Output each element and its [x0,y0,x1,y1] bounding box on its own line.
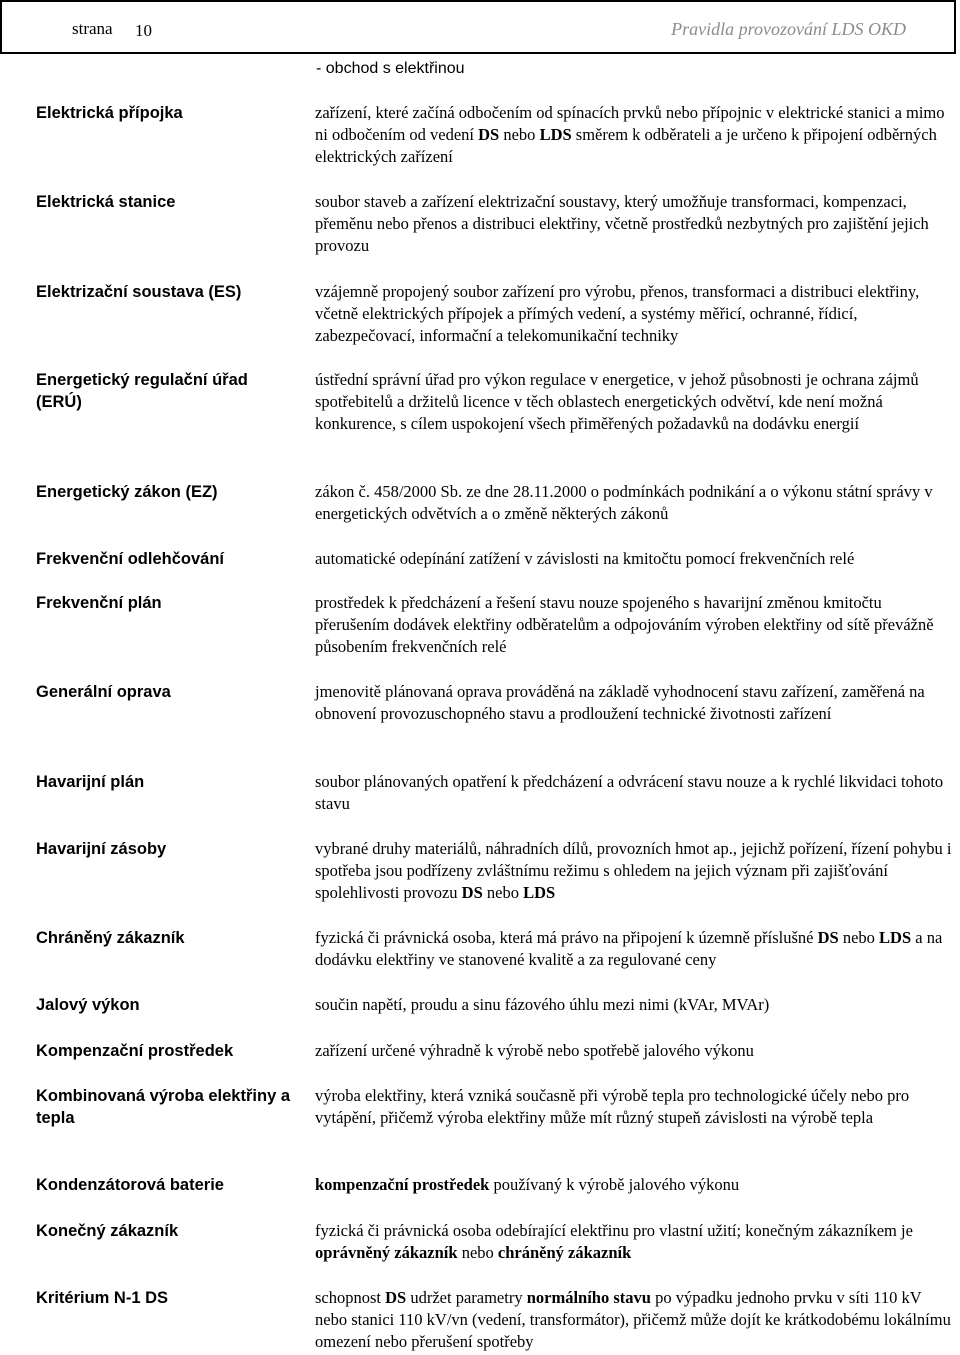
definition-kriterium-n1-ds: schopnost DS udržet parametry normálního stavu po výpadku jednoho prvku v síti 110 kV nebo stanici 110 kV/vn (vedení, transformátor), přičemž může dojít ke krátkodobému lokálnímu omezení nebo přerušení spotřeby [315,1288,951,1351]
term-frekvencni-odlehcovani: Frekvenční odlehčování [36,550,224,568]
term-havarijni-plan: Havarijní plán [36,773,145,791]
definition-konecny-zakaznik: fyzická či právnická osoba odebírající elektřinu pro vlastní užití; konečným zákazníkem je oprávněný zákazník nebo chráněný zákazník [315,1221,913,1262]
definition-kombinovana-vyroba: výroba elektřiny, která vzniká současně při výrobě tepla pro technologické účely nebo pro vytápění, přičemž výroba elektřiny může mít různý stupeň závislosti na výrobě tepla [315,1086,910,1127]
term-elektrizacni-soustava: Elektrizační soustava (ES) [36,283,242,301]
term-energeticky-regulacni-urad: Energetický regulační úřad (ERÚ) [36,371,248,411]
definition-chraneny-zakaznik: fyzická či právnická osoba, která má právo na připojení k územně příslušné DS nebo LDS a na dodávku elektřiny ve stanovené kvalitě a za regulované ceny [315,928,943,969]
definition-elektricka-stanice: soubor staveb a zařízení elektrizační soustavy, který umožňuje transformaci, kompenzaci, přeměnu nebo přenos a distribuci elektřiny, včetně prostředků nezbytných pro zajištění jejich provozu [315,192,929,255]
definition-energeticky-zakon: zákon č. 458/2000 Sb. ze dne 28.11.2000 o podmínkách podnikání a o výkonu státní správy v energetických odvětvích a o změně některých zákonů [315,482,933,523]
definition-frekvencni-plan: prostředek k předcházení a řešení stavu nouze spojeného s havarijní změnou kmitočtu přerušením dodávek elektřiny odběratelům a odpojováním výroben elektřiny od sítě převážně působením frekvenčních relé [315,593,934,656]
definition-generalni-oprava: jmenovitě plánovaná oprava prováděná na základě vyhodnocení stavu zařízení, zaměřená na obnovení provozuschopného stavu a prodloužení technické životnosti zařízení [315,682,925,723]
definition-havarijni-zasoby: vybrané druhy materiálů, náhradních dílů, provozních hmot ap., jejichž pořízení, řízení pohybu i spotřeba jsou podřízeny zvláštnímu režimu s ohledem na jejich význam při zajišťování spolehlivosti provozu DS nebo LDS [315,839,952,902]
definition-energeticky-regulacni-urad: ústřední správní úřad pro výkon regulace v energetice, v jehož působnosti je ochrana zájmů spotřebitelů a držitelů licence v těch oblastech energetických odvětví, kde není možná konkurence, s cílem uspokojení všech přiměřených požadavků na dodávku energií [315,370,919,433]
definition-jalovy-vykon: součin napětí, proudu a sinu fázového úhlu mezi nimi (kVAr, MVAr) [315,995,770,1014]
term-frekvencni-plan: Frekvenční plán [36,594,162,612]
definition-kompenzacni-prostredek: zařízení určené výhradně k výrobě nebo spotřebě jalového výkonu [315,1041,754,1060]
term-generalni-oprava: Generální oprava [36,683,171,701]
page-label: strana [72,19,113,38]
term-elektricka-stanice: Elektrická stanice [36,193,176,211]
definition-elektrizacni-soustava: vzájemně propojený soubor zařízení pro výrobu, přenos, transformaci a distribuci elektřiny, včetně elektrických přípojek a přímých vedení, a systémy měřicí, ochranné, řídicí, zabezpečovací, informační a telekomunikační techniky [315,282,920,345]
term-kombinovana-vyroba: Kombinovaná výroba elektřiny a tepla [36,1087,291,1127]
document-title: Pravidla provozování LDS OKD [671,19,906,39]
term-elektricka-pripojka: Elektrická přípojka [36,104,183,122]
term-kompenzacni-prostredek: Kompenzační prostředek [36,1042,234,1060]
term-konecny-zakaznik: Konečný zákazník [36,1222,179,1240]
continued-list-item: - obchod s elektřinou [316,60,465,77]
term-kondenzatorova-baterie: Kondenzátorová baterie [36,1176,224,1194]
term-kriterium-n1-ds: Kritérium N-1 DS [36,1289,169,1307]
term-jalovy-vykon: Jalový výkon [36,996,140,1014]
definition-havarijni-plan: soubor plánovaných opatření k předcházení a odvrácení stavu nouze a k rychlé likvidaci tohoto stavu [315,772,944,813]
term-chraneny-zakaznik: Chráněný zákazník [36,929,185,947]
definition-frekvencni-odlehcovani: automatické odepínání zatížení v závislosti na kmitočtu pomocí frekvenčních relé [315,549,855,568]
term-havarijni-zasoby: Havarijní zásoby [36,840,167,858]
definition-elektricka-pripojka: zařízení, které začíná odbočením od spínacích prvků nebo přípojnic v elektrické stanici a mimo ni odbočením od vedení DS nebo LDS směrem k odběrateli a je určeno k připojení odběrných elektrických zařízení [315,103,945,166]
page-number: 10 [135,21,152,40]
definition-kondenzatorova-baterie: kompenzační prostředek používaný k výrobě jalového výkonu [315,1175,740,1194]
term-energeticky-zakon: Energetický zákon (EZ) [36,483,218,501]
page-header [0,0,956,54]
